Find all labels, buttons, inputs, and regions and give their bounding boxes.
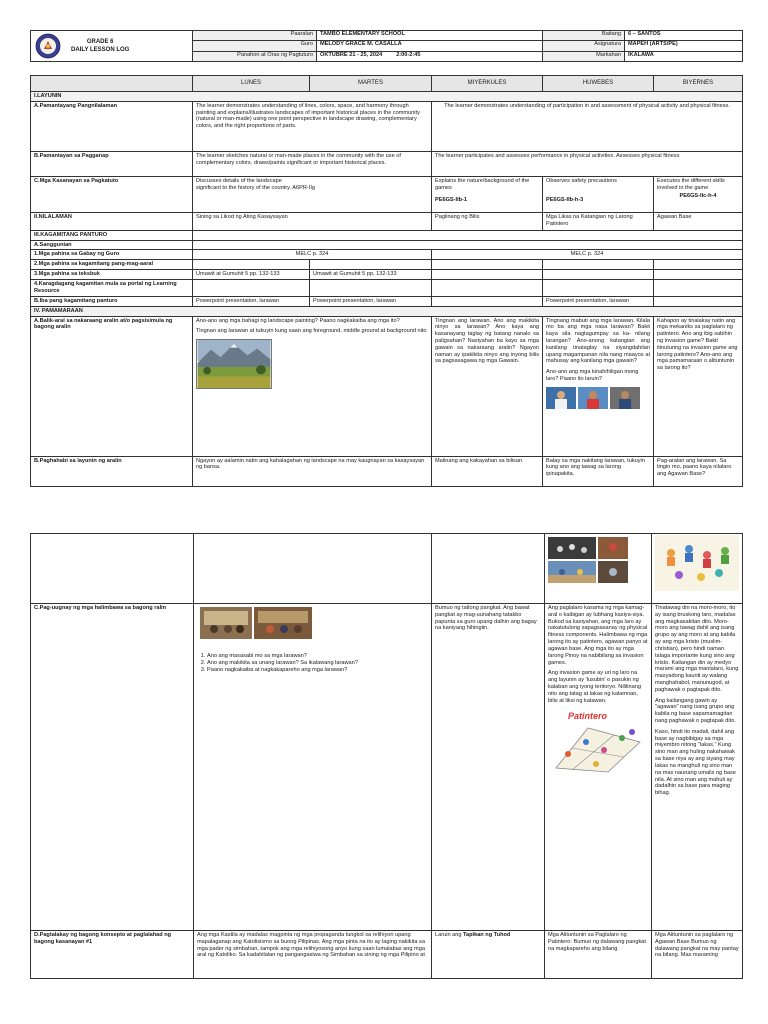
materials-monday: Powerpoint presentation, larawan: [193, 296, 310, 306]
day-header-wednesday: MIYERKULES: [432, 76, 543, 92]
examples-thursday: [545, 604, 652, 931]
section-pamamaraan: IV. PAMAMARAAN: [31, 306, 743, 316]
examples-friday-text-1: Tinatawag din na moro-moro, ito ay isang bruskong laro, madalas ang magkasakitan dito. Moro-moro ang tawag dahil ang isang grupo ay ang moro at ang kabila ay ang mga kristo (muslim-christian), pero hindi naman talaga importante kung sino ang kristo. Kailangan din ay medyo marami ang mga manlalaro, kung masyadong kaunti ay walang manghahabol, manunugod, at paghawak o pagtapak dito.: [655, 605, 739, 693]
cell-empty: [543, 260, 654, 270]
time-label: Panahon at Oras ng Pagtuturo: [193, 51, 317, 61]
grade-level-label: Baitang: [543, 31, 625, 41]
row-label-iba-pang-kagamitan: B.Iba pang kagamitang panturo: [31, 296, 193, 306]
athlete-photo-1: [546, 387, 576, 409]
school-value: TAMBO ELEMENTARY SCHOOL: [317, 31, 543, 41]
textbook-tuesday: Umawit at Gumuhit 5 pp. 132-133: [310, 270, 432, 280]
landscape-painting-image: [196, 339, 272, 389]
question-item: 1. Ano ang masasabi mo sa mga larawan?: [207, 653, 428, 660]
day-header-thursday: HUWEBES: [543, 76, 654, 92]
cell-empty: [654, 260, 743, 270]
row-label-pamantayang-pangnilalaman: A.Pamantayang Pangnilalaman: [31, 101, 193, 151]
cell-empty: [654, 270, 743, 280]
examples-thursday-text-2: Ang invasion game ay uri ng laro na ang layunin ay 'lusubin' o pasukin ng kalaban ang iyong teritoryo. Nililinang nito ang tatag at lakas ng kalamnan, bilis at liksi ng katawan.: [548, 670, 641, 704]
historical-painting-2: [254, 607, 312, 639]
performance-standard-pe: The learner participates and assesses performance in physical activities. Assesses physical fitness: [432, 151, 743, 176]
performance-standard-arts: The learner sketches natural or man-made places in the community with the use of complementary colors. draws/paints significant or important historical places.: [193, 151, 432, 176]
kagamitang-panturo-empty: [193, 230, 743, 240]
row-label-sanggunian: A.Sanggunian: [31, 240, 193, 250]
lesson-table-2: [30, 533, 743, 979]
lesson-table-1: [30, 75, 743, 487]
question-item: 2. Ano ang makikita sa unang larawan? Sa ikalawang larawan?: [207, 660, 428, 667]
competency-thursday-code: PE6GS-IIb-h-3: [546, 196, 584, 203]
game-photo-3: [548, 561, 596, 583]
row-label-gabay-ng-guro: 1.Mga pahina sa Gabay ng Guro: [31, 250, 193, 260]
textbook-monday: Umawit at Gumuhit 5 pp. 132-133: [193, 270, 310, 280]
day-header-friday: BIYERNES: [654, 76, 743, 92]
element: [548, 561, 648, 583]
game-photos-thursday: [545, 534, 652, 604]
discussion-friday: Mga Alituntunin sa paglalaro ng Agawan Base Bumuo ng dalawang pangkat na may pantay na bilang. Mas maraming: [652, 931, 743, 979]
game-photos-friday: [652, 534, 743, 604]
examples-arts: [194, 604, 432, 931]
agawan-base-illustration: [655, 535, 739, 591]
competency-wednesday-code: PE6GS-IIb-1: [435, 197, 468, 204]
cell-empty: [432, 260, 543, 270]
examples-thursday-text-1: Ang paglalaro kasama ng mga kamag-aral o kaibigan ay lubhang kasiya-siya. Bukod sa kasiyahan, ang mga laro ay nakatutulong sapagsasanay ng physical fitness components. Halimbawa ng mga larong ito ay patintero, agawan panyo at agawan base. Ang mga ito ay mga larong Pinoy na nabibilang sa invasion games.: [548, 605, 648, 666]
competency-wednesday-text: Explains the nature/background of the games: [435, 177, 530, 191]
cell-empty: [310, 260, 432, 270]
competency-thursday-text: Observes safety precautions: [546, 177, 617, 184]
content-thursday: Mga Likas na Katangian ng Larong Patintero: [543, 212, 654, 230]
log-title: DAILY LESSON LOG: [71, 47, 130, 53]
cell-empty: [193, 260, 310, 270]
page-1: [30, 30, 742, 487]
game-photo-4: [598, 561, 628, 583]
materials-thursday: Powerpoint presentation, larawan: [543, 296, 654, 306]
row-label-kagamitang-mag-aaral: 2.Mga pahina sa kagamitang pang-mag-aaral: [31, 260, 193, 270]
melc-pe: MELC p. 324: [432, 250, 743, 260]
competency-friday-code: PE6GS-IIc-h-4: [679, 193, 717, 200]
game-photo-1: [548, 537, 596, 559]
day-header-tuesday: MARTES: [310, 76, 432, 92]
materials-tuesday: Powerpoint presentation, larawan: [310, 296, 432, 306]
deped-seal-icon: [35, 33, 61, 59]
day-header-blank: [31, 76, 193, 92]
grade-level-value: 6 – SANTOS: [625, 31, 743, 41]
day-header-monday: LUNES: [193, 76, 310, 92]
grade-title: GRADE 6: [86, 39, 114, 45]
cell-empty: [543, 279, 654, 296]
game-photo-2: [598, 537, 628, 559]
subject-value: MAPEH (ARTS/PE): [625, 41, 743, 51]
review-thursday: [543, 316, 654, 456]
row-label-paghahabi: B.Paghahabi sa layunin ng aralin: [31, 456, 193, 486]
dates-value: OKTUBRE 21 - 25, 2024: [320, 51, 383, 58]
cell-empty: [310, 279, 432, 296]
competency-arts: [193, 176, 432, 212]
motive-friday: Pag-aralan ang larawan. Sa tingin mo, paano kaya nilalaro ang Agawan Base?: [654, 456, 743, 486]
school-label: Paaralan: [193, 31, 317, 41]
content-arts: Sining sa Likod ng Ating Kasaysayan: [193, 212, 432, 230]
cell-empty: [543, 270, 654, 280]
motive-wednesday: Malinang ang kakayahan sa bilisan: [432, 456, 543, 486]
cell-empty: [654, 279, 743, 296]
row-label-teksbuk: 3.Mga pahina sa teksbuk: [31, 270, 193, 280]
athlete-photo-2: [578, 387, 608, 409]
review-friday: Kahapon ay tinalakay natin ang mga mekaniks sa paglalaro ng patintero. Ano ang ibig sabihin ng invasion game? Bakit itinuturing na invasion game ang larong patintero? Ano-ano ang mga pamamaraan o alituntunin sa larong ito?: [654, 316, 743, 456]
row-label-kagamitang-panturo: III.KAGAMITANG PANTURO: [31, 230, 193, 240]
discussion-thursday: Mga Alituntunin sa Paglalaro ng Patintero: Bumuo ng dalawang pangkat na magkapareho ang bilang.: [545, 931, 652, 979]
examples-friday: [652, 604, 743, 931]
examples-question-list: [197, 653, 428, 673]
content-standard-arts: The learner demonstrates understanding of lines, colors, space, and harmony through painting and explains/illustrates landscapes of important historical places in the community (natural or man-made) using one point perspective in landscape drawing, complementary colors, and the right proportions of parts.: [193, 101, 432, 151]
row-label-pagtalakay: D.Pagtalakay ng bagong konsepto at paglalahad ng bagong kasanayan #1: [31, 931, 194, 979]
time-value: [317, 51, 543, 61]
review-thursday-question: Ano-ano ang mga kinahihiligan mong laro? Paano ito laruin?: [546, 369, 639, 382]
cell-empty: [432, 279, 543, 296]
element: [548, 537, 648, 559]
quarter-value: IKALAWA: [625, 51, 743, 61]
row-label-nilalaman: II.NILALAMAN: [31, 212, 193, 230]
patintero-caption: Patintero: [568, 711, 608, 722]
review-arts-question: Ano-ano ang mga bahagi ng landscape painting? Paano nagkakaiba ang mga ito?: [196, 317, 400, 324]
review-arts: [193, 316, 432, 456]
competency-friday-text: Executes the different skills involved in the game: [657, 177, 725, 191]
row-label-pamantayan-sa-pagganap: B.Pamantayan sa Pagganap: [31, 151, 193, 176]
competency-arts-line-2: significant to the history of the country. A6PR-IIg: [196, 184, 315, 191]
review-wednesday: Tingnan ang larawan. Ano ang makikita ninyo sa larawan? Ano kaya ang kasanayang taglay ng batang nanalo sa paligsahan? Nasiyahan ba kayo sa mga gawain sa nakaraang aralin? Ngayon naman ay ipakikita ninyo ang inyong bilis sa pagsasagawa ng mga Gawain.: [432, 316, 543, 456]
review-thursday-text: Tingnang mabuti ang mga larawan. Kilala mo ba ang mga nasa larawan? Bakit kaya sila nagtagumpay sa ka- nilang larangan? Ano-anong katangian ang kanilang tinataglay na siyangdahilan upang magampanan nila nang maayos at mahusay ang kanilang mga gawain?: [546, 317, 650, 365]
competency-wednesday: [432, 176, 543, 212]
cell-empty: [31, 534, 194, 604]
content-wednesday: Paglinang ng Bilis: [432, 212, 543, 230]
cell-empty: [194, 534, 432, 604]
examples-friday-text-3: Kaso, hindi ito madali, dahil ang base ay nagbibigay sa mga miyembro nitong "lakas." Kung sino man ang huling nakahawak sa base niya ay ang siyang may lakas na manghuli ng sino man na mas naunang umalis ng base nila. At sino man ang mahuli ay dadalhin sa base para maging bihag.: [655, 728, 736, 797]
examples-friday-text-2: Ang kailangang gawin ay "agawan" nang isang grupo ang kabila ng base sapamamagitan nang paghawak o pagtapak dito.: [655, 697, 736, 724]
cell-empty: [432, 296, 543, 306]
subject-label: Asignatura: [543, 41, 625, 51]
examples-wednesday: Bumuo ng tatlong pangkat. Ang bawat pangkat ay mag-uunahang tatakbo papunta sa guro upang dalhin ang bagay na kaniyang hihingiin.: [432, 604, 545, 931]
historical-paintings-strip: [200, 607, 428, 639]
historical-painting-1: [200, 607, 252, 639]
athlete-photo-3: [610, 387, 640, 409]
element: Laruin ang: [435, 932, 463, 938]
row-label-pag-uugnay: C.Pag-uugnay ng mga halimbawa sa bagong ralin: [31, 604, 194, 931]
question-item: 3. Paano nagkakaiba at nagkakapareho ang mga larawan?: [207, 667, 428, 674]
element: Tapikan ng Tuhod: [463, 932, 511, 938]
competency-thursday: [543, 176, 654, 212]
competency-friday: [654, 176, 743, 212]
content-standard-pe: The learner demonstrates understanding of participation in and assessment of physical activity and physical fitness.: [432, 101, 743, 151]
row-label-balik-aral: A.Balik-aral sa nakaraang aralin at/o pagsisimula ng bagong aralin: [31, 316, 193, 456]
motive-arts: Ngayon ay aalamin natin ang kahalagahan ng landscape na may kaugnayan sa kasaysayan ng bansa.: [193, 456, 432, 486]
header-logo-cell: [31, 31, 193, 62]
melc-arts: MELC p. 324: [193, 250, 432, 260]
section-layunin: I.LAYUNIN: [31, 92, 743, 102]
discussion-arts: Ang mga Kastila ay madalas magpinta ng mga propaganda tungkol sa relihiyon upang mapalaganap ang Katolisismo sa buong Pilipinas. Ang mga pinta na ito ay laging nakikita sa mga pader ng simbahan, tampok ang mga relihiyosong anyo kung saan lumalabas ang mga aral ng Katoliko. Sa kadahilalan ng pangangasiwa ng Simbahan sa sining ng mga Pilipino at: [194, 931, 432, 979]
row-label-kasanayan: C.Mga Kasanayan sa Pagkatuto: [31, 176, 193, 212]
cell-empty: [193, 279, 310, 296]
athletes-image-strip: [546, 387, 650, 409]
sanggunian-empty: [193, 240, 743, 250]
review-arts-instruction: Tingnan ang larawan at tukuyin kung saan ang foreground, middle ground at background nito: [196, 328, 427, 335]
teacher-value: MELODY GRACE M. CASALLA: [317, 41, 543, 51]
discussion-wednesday: [432, 931, 545, 979]
teacher-label: Guro: [193, 41, 317, 51]
patintero-illustration: [548, 708, 646, 774]
cell-empty: [432, 270, 543, 280]
cell-empty: [654, 296, 743, 306]
competency-arts-line-1: Discusses details of the landscape: [196, 177, 282, 184]
content-friday: Agawan Base: [654, 212, 743, 230]
hours-value: 2:00-2:45: [396, 51, 421, 58]
page-2: [30, 533, 742, 979]
quarter-label: Markahan: [543, 51, 625, 61]
header-table: [30, 30, 743, 62]
motive-thursday: Batay sa mga nakitang larawan, tukuyin kung ano ang tawag sa larong ipinapakita.: [543, 456, 654, 486]
cell-empty: [432, 534, 545, 604]
row-label-learning-resource: 4.Karagdagang kagamitan mula sa portal ng Learning Resource: [31, 279, 193, 296]
